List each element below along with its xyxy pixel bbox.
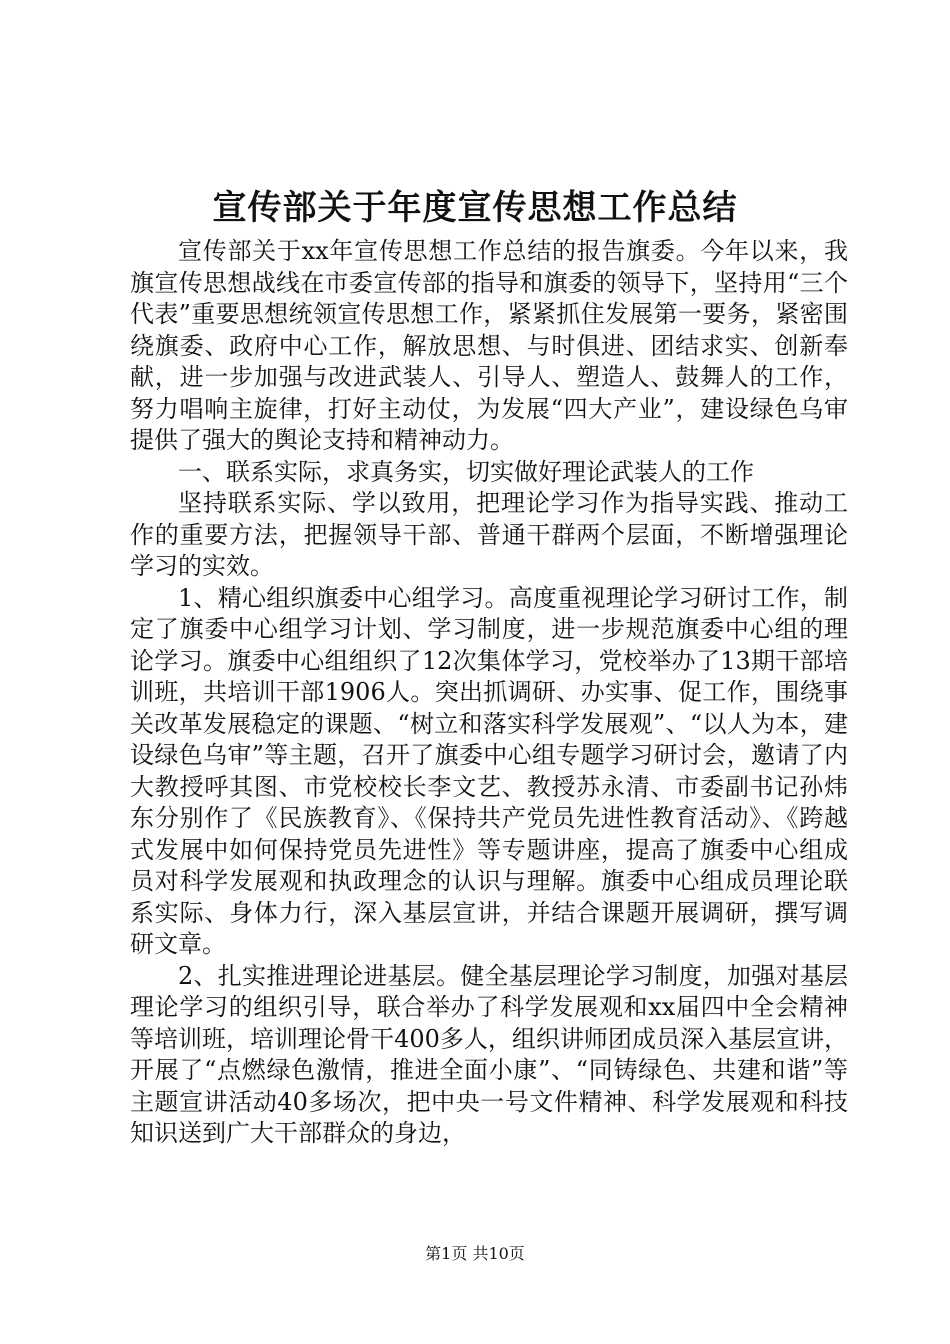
section-heading-1: 一、联系实际，求真务实，切实做好理论武装人的工作	[178, 457, 754, 486]
section-1-paragraph: 坚持联系实际、学以致用，把理论学习作为指导实践、推动工作的重要方法，把握领导干部、普通干群两个层面，不断增强理论学习的实效。	[130, 489, 848, 580]
page-footer: 第1页 共10页	[425, 1244, 525, 1263]
item-1-paragraph: 1、精心组织旗委中心组学习。高度重视理论学习研讨工作，制定了旗委中心组学习计划、学习制度，进一步规范旗委中心组的理论学习。旗委中心组组织了12次集体学习，党校举办了13期干部培训班，共培训干部1906人。突出抓调研、办实事、促工作，围绕事关改革发展稳定的课题、“树立和落实科学发展观”、“以人为本，建设绿色乌审”等主题，召开了旗委中心组专题学习研讨会，邀请了内大教授呼其图、市党校校长李文艺、教授苏永清、市委副书记孙炜东分别作了《民族教育》、《保持共产党员先进性教育活动》、《跨越式发展中如何保持党员先进性》等专题讲座，提高了旗委中心组成员对科学发展观和执政理念的认识与理解。旗委中心组成员理论联系实际、身体力行，深入基层宣讲，并结合课题开展调研，撰写调研文章。	[130, 583, 848, 958]
document-title: 宣传部关于年度宣传思想工作总结	[212, 188, 738, 228]
document-body	[130, 236, 848, 1150]
item-2-paragraph: 2、扎实推进理论进基层。健全基层理论学习制度，加强对基层理论学习的组织引导，联合举办了科学发展观和xx届四中全会精神等培训班，培训理论骨干400多人，组织讲师团成员深入基层宣讲，开展了“点燃绿色激情，推进全面小康”、“同铸绿色、共建和谐”等主题宣讲活动40多场次，把中央一号文件精神、科学发展观和科技知识送到广大干部群众的身边，	[130, 961, 848, 1147]
intro-paragraph: 宣传部关于xx年宣传思想工作总结的报告旗委。今年以来，我旗宣传思想战线在市委宣传部的指导和旗委的领导下，坚持用“三个代表”重要思想统领宣传思想工作，紧紧抓住发展第一要务，紧密围绕旗委、政府中心工作，解放思想、与时俱进、团结求实、创新奉献，进一步加强与改进武装人、引导人、塑造人、鼓舞人的工作，努力唱响主旋律，打好主动仗，为发展“四大产业”，建设绿色乌审提供了强大的舆论支持和精神动力。	[130, 237, 848, 454]
